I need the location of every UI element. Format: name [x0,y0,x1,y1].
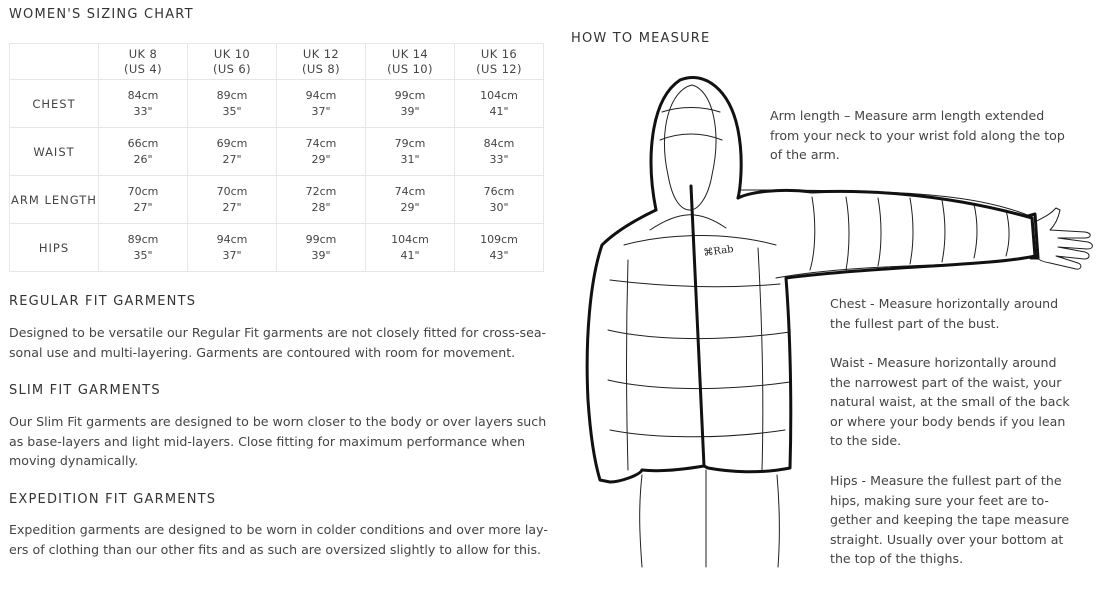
row-label-chest: CHEST [10,80,99,128]
table-cell: 70cm 27" [99,176,188,224]
regular-fit-text: Designed to be versatile our Regular Fit garments are not closely fitted for cross-sea- sonal use and multi-layering. Garments are contoured with room for movement. [9,325,547,360]
size-col-uk16: UK 16 (US 12) [455,44,544,80]
table-cell: 72cm 28" [277,176,366,224]
how-to-measure-title: HOW TO MEASURE [571,31,711,46]
row-label-hips: HIPS [10,224,99,272]
table-cell: 84cm 33" [455,128,544,176]
table-cell: 76cm 30" [455,176,544,224]
table-cell: 66cm 26" [99,128,188,176]
table-cell: 99cm 39" [277,224,366,272]
hand-outline [1035,208,1092,269]
zipper-line [691,186,704,466]
table-row-chest [10,80,544,128]
row-label-arm-length: ARM LENGTH [10,176,99,224]
size-col-uk10: UK 10 (US 6) [188,44,277,80]
table-corner-cell [10,44,99,80]
table-row-hips [10,224,544,272]
sizing-chart-title: WOMEN'S SIZING CHART [9,7,194,22]
slim-fit-text: Our Slim Fit garments are designed to be worn closer to the body or over layers such as base-layers and light mid-layers. Close fitting for maximum performance when moving dynamically. [9,414,547,468]
legs-outline [640,470,780,567]
table-cell: 79cm 31" [366,128,455,176]
table-cell: 74cm 29" [277,128,366,176]
expedition-fit-text: Expedition garments are designed to be worn in colder conditions and over more lay- ers of clothing than our other fits and as such are oversized slightly to allow for this. [9,522,548,557]
table-cell: 89cm 35" [99,224,188,272]
table-cell: 104cm 41" [366,224,455,272]
sizing-table [9,43,544,272]
arm-length-instructions: Arm length – Measure arm length extended from your neck to your wrist fold along the top of the arm. [770,108,1065,162]
rab-logo: ⌘Rab [702,243,735,259]
table-cell: 94cm 37" [277,80,366,128]
table-cell: 104cm 41" [455,80,544,128]
size-col-uk8: UK 8 (US 4) [99,44,188,80]
table-cell: 109cm 43" [455,224,544,272]
table-row-waist [10,128,544,176]
table-cell: 69cm 27" [188,128,277,176]
slim-fit-title: SLIM FIT GARMENTS [9,383,161,398]
table-cell: 89cm 35" [188,80,277,128]
table-cell: 70cm 27" [188,176,277,224]
table-cell: 99cm 39" [366,80,455,128]
arm-segments [810,197,1009,270]
table-header-row [10,44,544,80]
waist-instructions: Waist - Measure horizontally around the narrowest part of the waist, your natural waist, at the small of the back or where your body bends if you lean to the side. [830,355,1070,448]
table-cell: 74cm 29" [366,176,455,224]
table-cell: 94cm 37" [188,224,277,272]
chest-instructions: Chest - Measure horizontally around the fullest part of the bust. [830,296,1059,331]
size-col-uk14: UK 14 (US 10) [366,44,455,80]
size-col-uk12: UK 12 (US 8) [277,44,366,80]
torso-left-outline [587,210,656,482]
row-label-waist: WAIST [10,128,99,176]
regular-fit-title: REGULAR FIT GARMENTS [9,294,197,309]
table-cell: 84cm 33" [99,80,188,128]
hips-instructions: Hips - Measure the fullest part of the hips, making sure your feet are to- gether and keeping the tape measure straight. Usually over your bottom at the top of the thighs. [830,473,1070,566]
table-row-arm-length [10,176,544,224]
expedition-fit-title: EXPEDITION FIT GARMENTS [9,492,217,507]
